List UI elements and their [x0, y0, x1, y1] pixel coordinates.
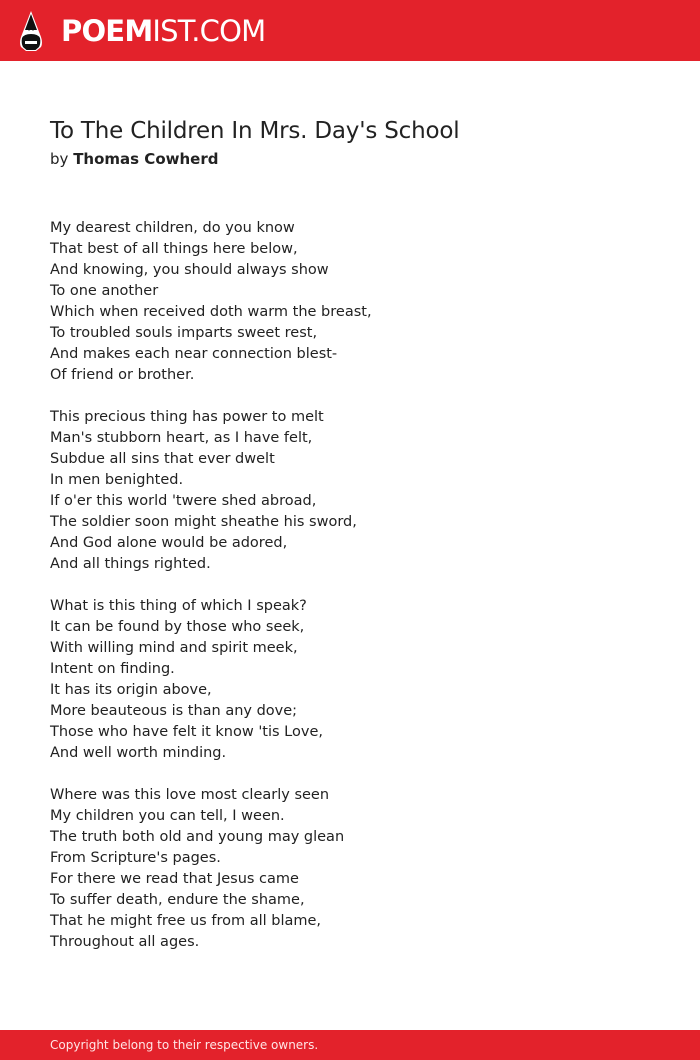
poem-line: It has its origin above, — [50, 682, 212, 698]
poem-line: Of friend or brother. — [50, 367, 195, 383]
poem-line: The soldier soon might sheathe his sword, — [50, 514, 357, 530]
copyright-notice: Copyright belong to their respective owners. — [50, 1038, 319, 1052]
stanza-2 — [50, 407, 650, 575]
logo-wordmark-bold: POEM — [61, 14, 153, 48]
poem-line: To troubled souls imparts sweet rest, — [50, 325, 318, 341]
by-label: by — [50, 150, 69, 168]
poem-line: This precious thing has power to melt — [50, 409, 324, 425]
poem-line: It can be found by those who seek, — [50, 619, 305, 635]
poem-line: And knowing, you should always show — [50, 262, 329, 278]
poem-line: To one another — [50, 283, 159, 299]
byline — [50, 148, 218, 170]
poem-line: Where was this love most clearly seen — [50, 787, 330, 803]
poem-line: To suffer death, endure the shame, — [50, 892, 305, 908]
author-name: Thomas Cowherd — [73, 150, 219, 168]
site-header — [0, 0, 700, 61]
poem-line: And all things righted. — [50, 556, 211, 572]
poem-line: And makes each near connection blest- — [50, 346, 338, 362]
poem-line: Which when received doth warm the breast, — [50, 304, 372, 320]
poem-title: To The Children In Mrs. Day's School — [50, 118, 460, 144]
poem-line: Man's stubborn heart, as I have felt, — [50, 430, 313, 446]
poem-line: Intent on finding. — [50, 661, 175, 677]
poem-line: That he might free us from all blame, — [50, 913, 322, 929]
poem-line: My dearest children, do you know — [50, 220, 295, 236]
poem-line: From Scripture's pages. — [50, 850, 221, 866]
poem-line: More beauteous is than any dove; — [50, 703, 298, 719]
poem-line: For there we read that Jesus came — [50, 871, 299, 887]
stanza-4 — [50, 785, 650, 953]
stanza-3 — [50, 596, 650, 764]
poem-line: Those who have felt it know 'tis Love, — [50, 724, 323, 740]
poem-body — [50, 218, 650, 974]
pencil-icon — [17, 10, 45, 52]
stanza-1 — [50, 218, 650, 386]
poem-line: Subdue all sins that ever dwelt — [50, 451, 275, 467]
poem-line: If o'er this world 'twere shed abroad, — [50, 493, 317, 509]
poem-line: And God alone would be adored, — [50, 535, 288, 551]
poem-line: With willing mind and spirit meek, — [50, 640, 298, 656]
poem-line: That best of all things here below, — [50, 241, 298, 257]
logo-wordmark — [61, 10, 265, 52]
poem-line: And well worth minding. — [50, 745, 227, 761]
poem-line: My children you can tell, I ween. — [50, 808, 285, 824]
poem-line: Throughout all ages. — [50, 934, 200, 950]
poem-line: What is this thing of which I speak? — [50, 598, 307, 614]
site-logo[interactable] — [17, 10, 265, 52]
poem-line: The truth both old and young may glean — [50, 829, 345, 845]
logo-wordmark-light: IST.COM — [152, 14, 266, 48]
poem-line: In men benighted. — [50, 472, 184, 488]
site-footer — [0, 1030, 700, 1060]
